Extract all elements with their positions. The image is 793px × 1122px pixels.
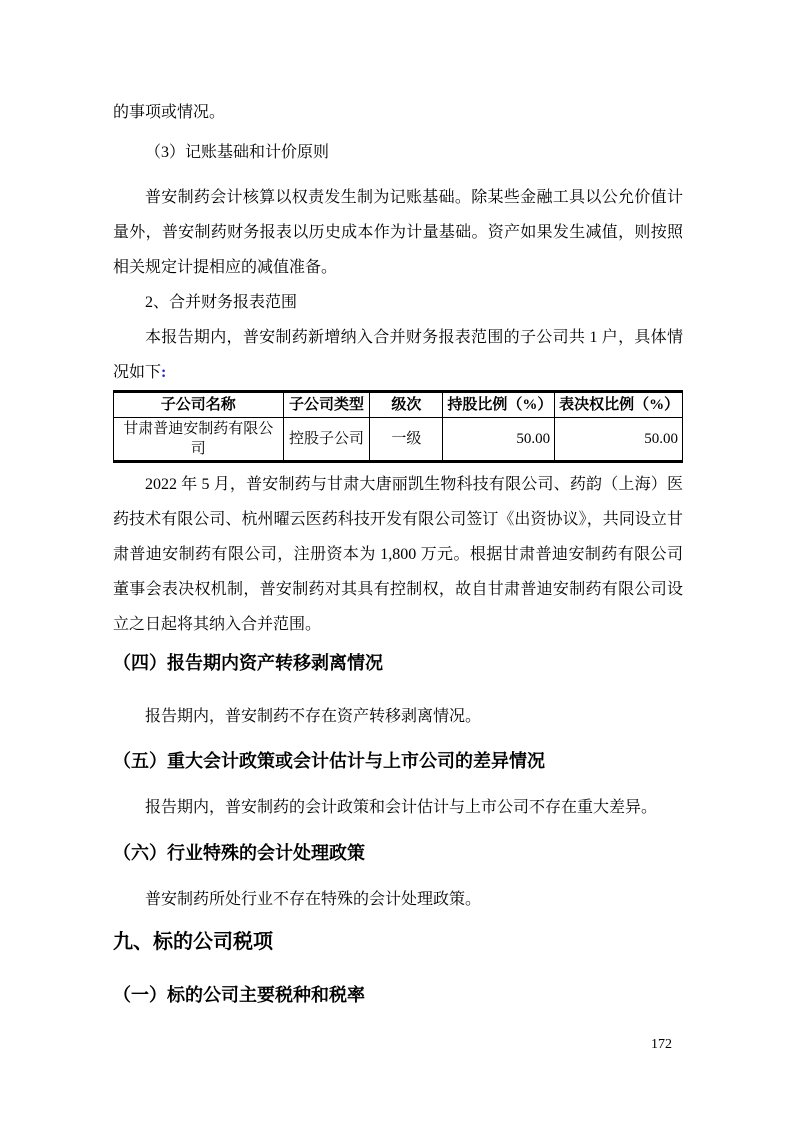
section-heading-6: （六）行业特殊的会计处理政策 bbox=[113, 843, 365, 863]
paragraph-subsidiary-establishment: 2022 年 5 月，普安制药与甘肃大唐丽凯生物科技有限公司、药韵（上海）医药技术有限公司、杭州曜云医药科技开发有限公司签订《出资协议》，共同设立甘肃普迪安制药有限公司，注册资本为 1,800 万元。根据甘肃普迪安制药有限公司董事会表决权机制，普安制药对其具有控制权，故自甘肃普迪安制药有限公司设立之日起将其纳入合并范围。 bbox=[113, 476, 683, 633]
cell-voting-pct: 50.00 bbox=[555, 418, 683, 462]
consolidation-scope-text: 本报告期内，普安制药新增纳入合并财务报表范围的子公司共 1 户，具体情况如下 bbox=[113, 329, 683, 381]
paragraph-accounting-basis: 普安制药会计核算以权责发生制为记账基础。除某些金融工具以公允价值计量外，普安制药财务报表以历史成本作为计量基础。资产如果发生减值，则按照相关规定计提相应的减值准备。 bbox=[113, 189, 683, 276]
cell-level: 一级 bbox=[370, 418, 443, 462]
subsection-heading-3: （3）记账基础和计价原则 bbox=[145, 144, 330, 161]
section-heading-4: （四）报告期内资产转移剥离情况 bbox=[113, 653, 383, 673]
cell-subsidiary-name: 甘肃普迪安制药有限公司 bbox=[114, 418, 284, 462]
table-header-shareholding-pct: 持股比例（%） bbox=[443, 392, 555, 418]
page-number: 172 bbox=[651, 1037, 672, 1052]
table-header-subsidiary-name: 子公司名称 bbox=[114, 392, 284, 418]
table-header-row bbox=[114, 392, 683, 418]
accent-colon: : bbox=[161, 364, 167, 381]
subsidiary-table bbox=[113, 390, 683, 463]
table-row bbox=[114, 418, 683, 462]
paragraph-industry-policy: 普安制药所处行业不存在特殊的会计处理政策。 bbox=[145, 891, 482, 908]
section-heading-9-1: （一）标的公司主要税种和税率 bbox=[113, 985, 365, 1005]
paragraph-asset-transfer: 报告期内，普安制药不存在资产转移剥离情况。 bbox=[145, 708, 482, 725]
paragraph-policy-difference: 报告期内，普安制药的会计政策和会计估计与上市公司不存在重大差异。 bbox=[145, 799, 658, 816]
cell-subsidiary-type: 控股子公司 bbox=[283, 418, 370, 462]
cell-shareholding-pct: 50.00 bbox=[443, 418, 555, 462]
table-header-subsidiary-type: 子公司类型 bbox=[283, 392, 370, 418]
page-content bbox=[113, 95, 683, 1008]
subsection-heading-2: 2、合并财务报表范围 bbox=[145, 294, 298, 311]
continuation-paragraph: 的事项或情况。 bbox=[113, 104, 226, 121]
table-header-voting-pct: 表决权比例（%） bbox=[555, 392, 683, 418]
paragraph-consolidation-scope bbox=[113, 320, 683, 390]
chapter-heading-9: 九、标的公司税项 bbox=[113, 931, 273, 953]
table-header-level: 级次 bbox=[370, 392, 443, 418]
section-heading-5: （五）重大会计政策或会计估计与上市公司的差异情况 bbox=[113, 751, 545, 771]
